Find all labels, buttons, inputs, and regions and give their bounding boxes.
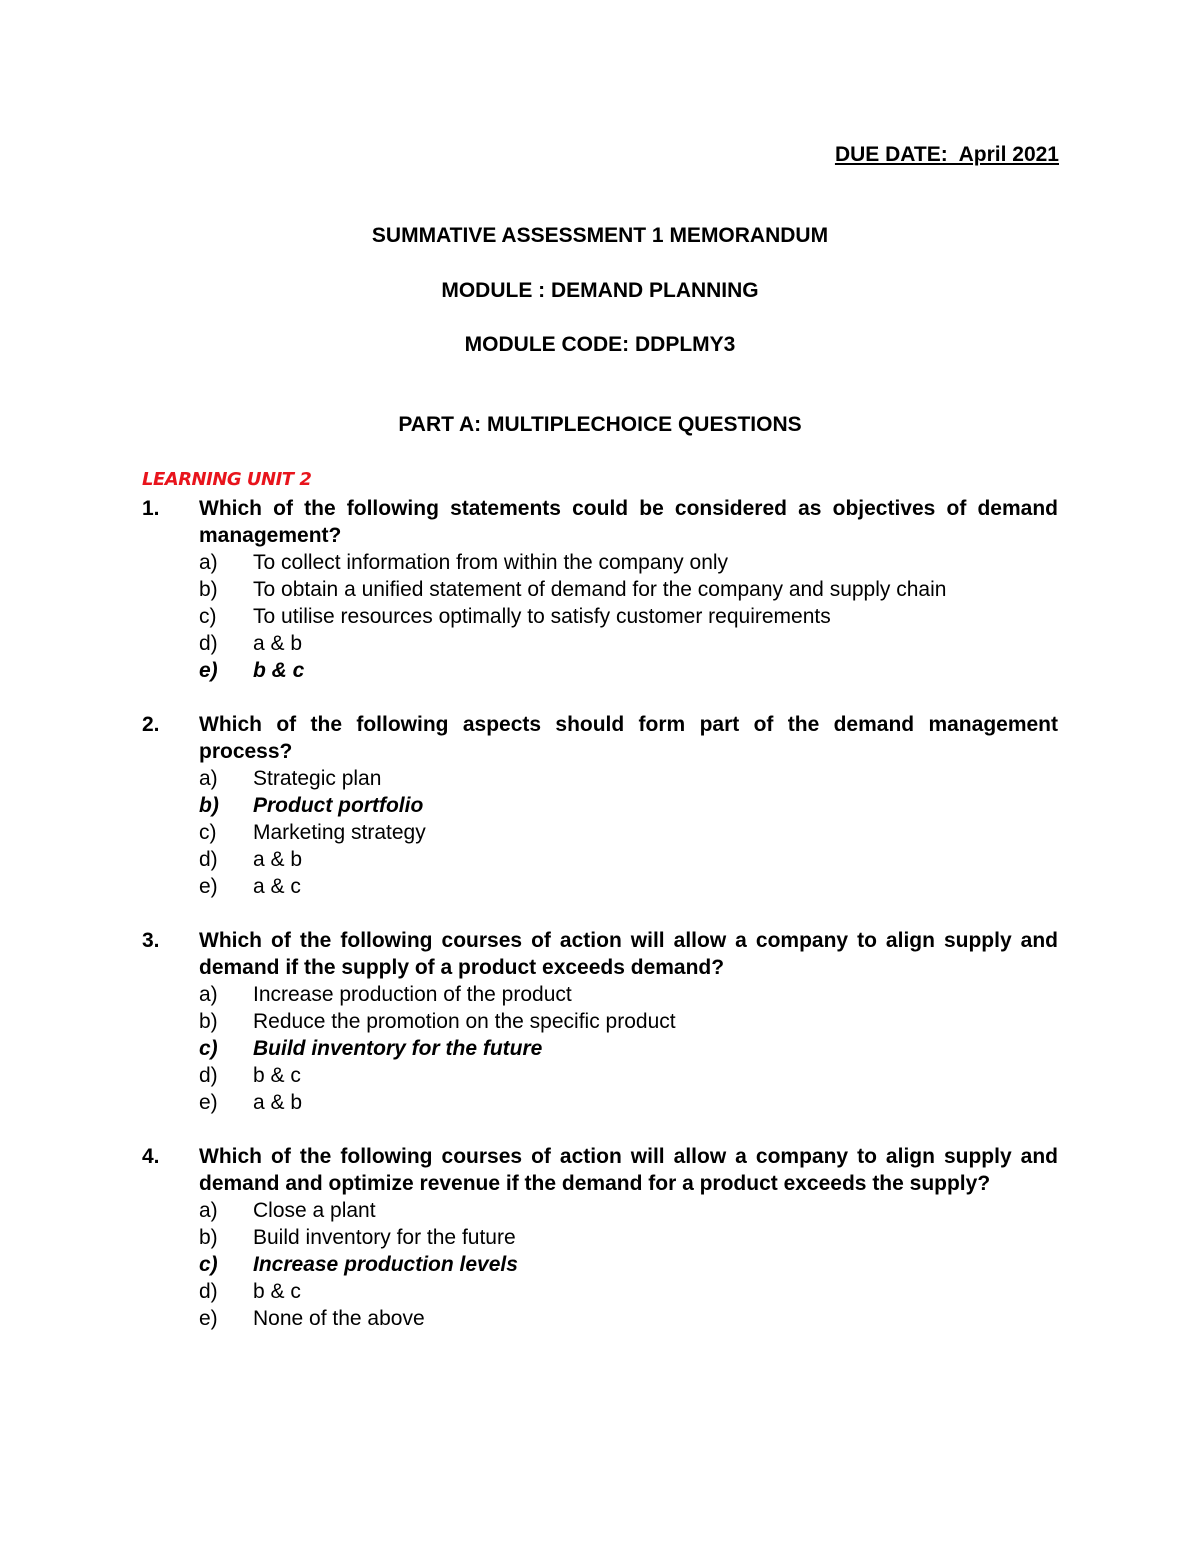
option-letter: e): [199, 1307, 218, 1330]
answer-option: [142, 1305, 1058, 1332]
option-letter: e): [199, 875, 218, 898]
option-letter: b): [199, 1226, 218, 1249]
option-text: Increase production of the product: [253, 983, 572, 1006]
correct-answer-option: [142, 1035, 1058, 1062]
question-number: 4.: [142, 1145, 160, 1168]
question-number: 3.: [142, 929, 160, 952]
answer-option: [142, 873, 1058, 900]
module-code: MODULE CODE: DDPLMY3: [464, 333, 736, 356]
option-list: [142, 549, 1058, 684]
question-text: Which of the following statements could be considered as objectives of demand management?: [199, 497, 1058, 547]
answer-option: [142, 846, 1058, 873]
document-title: SUMMATIVE ASSESSMENT 1 MEMORANDUM: [371, 224, 829, 247]
question-2: [142, 711, 1058, 900]
question-list: [142, 495, 1058, 1359]
option-letter: a): [199, 551, 218, 574]
option-letter: e): [199, 659, 218, 682]
question-4: [142, 1143, 1058, 1332]
option-list: [142, 765, 1058, 900]
option-text: Close a plant: [253, 1199, 376, 1222]
option-letter: b): [199, 1010, 218, 1033]
option-text: To utilise resources optimally to satisfy customer requirements: [253, 605, 831, 628]
answer-option: [142, 981, 1058, 1008]
option-letter: a): [199, 983, 218, 1006]
option-text: To collect information from within the company only: [253, 551, 729, 574]
option-letter: b): [199, 794, 219, 817]
correct-answer-option: [142, 657, 1058, 684]
option-text: b & c: [253, 1280, 301, 1303]
option-letter: d): [199, 1280, 218, 1303]
option-letter: c): [199, 821, 217, 844]
correct-answer-option: [142, 792, 1058, 819]
option-text: a & b: [253, 632, 303, 655]
question-text: Which of the following aspects should form part of the demand management process?: [199, 713, 1058, 763]
option-letter: d): [199, 848, 218, 871]
module-name: MODULE : DEMAND PLANNING: [441, 279, 759, 302]
option-text: Product portfolio: [253, 794, 424, 817]
option-text: None of the above: [253, 1307, 425, 1330]
learning-unit-title: LEARNING UNIT 2: [142, 469, 312, 490]
question-1: [142, 495, 1058, 684]
option-text: Reduce the promotion on the specific product: [253, 1010, 676, 1033]
option-text: Increase production levels: [253, 1253, 518, 1276]
option-letter: a): [199, 1199, 218, 1222]
option-letter: b): [199, 578, 218, 601]
question-number: 1.: [142, 497, 160, 520]
due-date: DUE DATE: April 2021: [834, 143, 1059, 166]
answer-option: [142, 819, 1058, 846]
answer-option: [142, 549, 1058, 576]
answer-option: [142, 603, 1058, 630]
answer-option: [142, 1062, 1058, 1089]
option-text: Build inventory for the future: [253, 1037, 543, 1060]
question-number: 2.: [142, 713, 160, 736]
answer-option: [142, 1224, 1058, 1251]
question-stem: [142, 1143, 1058, 1197]
option-text: To obtain a unified statement of demand for the company and supply chain: [253, 578, 947, 601]
question-stem: [142, 927, 1058, 981]
answer-option: [142, 1197, 1058, 1224]
option-text: a & c: [253, 875, 301, 898]
option-list: [142, 1197, 1058, 1332]
option-letter: e): [199, 1091, 218, 1114]
option-text: Marketing strategy: [253, 821, 426, 844]
answer-option: [142, 1278, 1058, 1305]
option-text: Build inventory for the future: [253, 1226, 516, 1249]
option-text: a & b: [253, 848, 303, 871]
answer-option: [142, 576, 1058, 603]
option-list: [142, 981, 1058, 1116]
correct-answer-option: [142, 1251, 1058, 1278]
question-text: Which of the following courses of action will allow a company to align supply and demand and optimize revenue if the demand for a product exceeds the supply?: [199, 1145, 1058, 1195]
option-letter: c): [199, 1037, 218, 1060]
part-heading: PART A: MULTIPLECHOICE QUESTIONS: [398, 413, 802, 436]
option-letter: c): [199, 605, 217, 628]
option-letter: a): [199, 767, 218, 790]
option-text: a & b: [253, 1091, 303, 1114]
question-stem: [142, 495, 1058, 549]
option-letter: c): [199, 1253, 218, 1276]
answer-option: [142, 1089, 1058, 1116]
option-letter: d): [199, 1064, 218, 1087]
option-letter: d): [199, 632, 218, 655]
answer-option: [142, 765, 1058, 792]
question-3: [142, 927, 1058, 1116]
answer-option: [142, 630, 1058, 657]
question-stem: [142, 711, 1058, 765]
answer-option: [142, 1008, 1058, 1035]
question-text: Which of the following courses of action will allow a company to align supply and demand if the supply of a product exceeds demand?: [199, 929, 1058, 979]
option-text: b & c: [253, 1064, 301, 1087]
option-text: b & c: [253, 659, 305, 682]
option-text: Strategic plan: [253, 767, 382, 790]
